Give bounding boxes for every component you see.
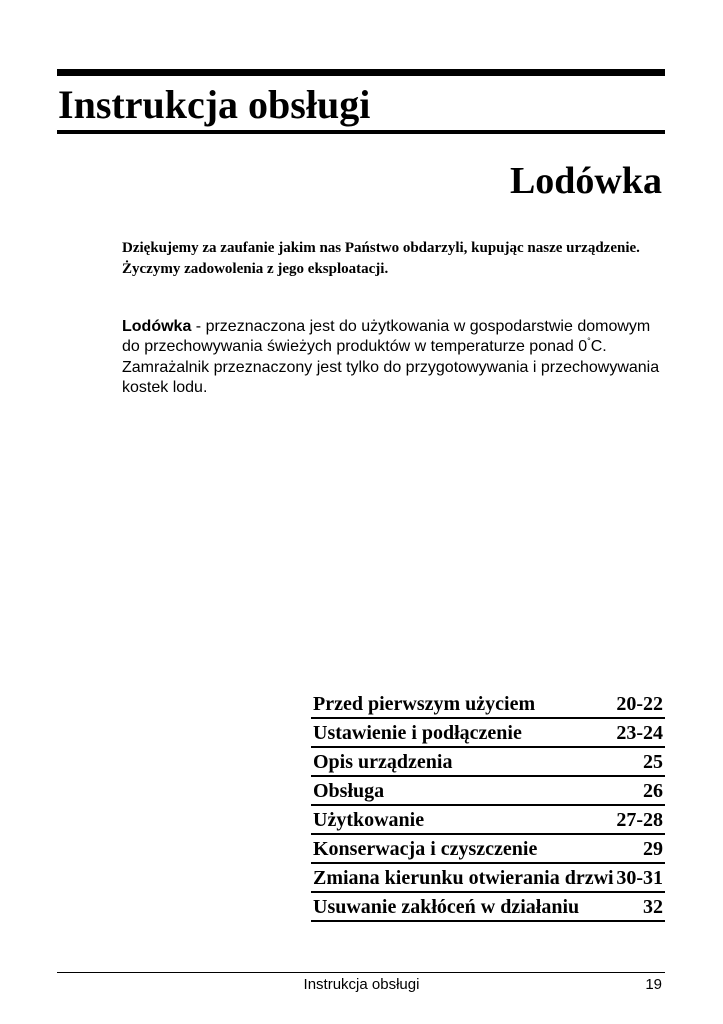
toc-row[interactable] xyxy=(311,893,665,922)
footer-title: Instrukcja obsługi xyxy=(303,976,420,993)
fridge-description-end: C. xyxy=(590,337,607,355)
toc-pages: 30-31 xyxy=(616,867,663,889)
toc-pages: 27-28 xyxy=(616,809,663,831)
toc-label: Przed pierwszym użyciem xyxy=(313,693,536,715)
toc-row[interactable] xyxy=(311,806,665,835)
toc-pages: 25 xyxy=(643,751,663,773)
freezer-description: Zamrażalnik przeznaczony jest tylko do przygotowywania i przechowywania kostek lodu. xyxy=(122,359,660,396)
toc-pages: 20-22 xyxy=(616,693,663,715)
toc-row[interactable] xyxy=(311,690,665,719)
fridge-description-text: - przeznaczona jest do użytkowania w gospodarstwie domowym do przechowywania świeżych produktów w temperaturze ponad 0 xyxy=(122,318,651,355)
table-of-contents xyxy=(311,690,665,922)
thanks-paragraph xyxy=(122,238,662,280)
header-top-rule xyxy=(57,69,665,76)
toc-label: Konserwacja i czyszczenie xyxy=(313,838,538,860)
toc-pages: 23-24 xyxy=(616,722,663,744)
degree-symbol: ° xyxy=(587,335,591,346)
document-title: Instrukcja obsługi xyxy=(58,82,371,127)
description-paragraph xyxy=(122,317,662,397)
toc-label: Użytkowanie xyxy=(313,809,425,831)
toc-pages: 32 xyxy=(643,896,663,918)
toc-label: Obsługa xyxy=(313,780,385,802)
toc-pages: 29 xyxy=(643,838,663,860)
toc-row[interactable] xyxy=(311,748,665,777)
toc-row[interactable] xyxy=(311,719,665,748)
footer-rule xyxy=(57,972,665,973)
toc-label: Zmiana kierunku otwierania drzwi xyxy=(313,867,614,889)
page-number: 19 xyxy=(645,976,662,993)
product-title: Lodówka xyxy=(509,160,662,202)
fridge-description xyxy=(122,317,662,358)
header-bottom-rule xyxy=(57,130,665,134)
thanks-line-2: Życzymy zadowolenia z jego eksploatacji. xyxy=(122,261,389,277)
toc-label: Ustawienie i podłączenie xyxy=(313,722,522,744)
thanks-line-1: Dziękujemy za zaufanie jakim nas Państwo obdarzyli, kupując nasze urządzenie. xyxy=(122,240,640,256)
fridge-term: Lodówka xyxy=(122,318,192,335)
toc-label: Opis urządzenia xyxy=(313,751,453,773)
toc-row[interactable] xyxy=(311,835,665,864)
toc-row[interactable] xyxy=(311,864,665,893)
toc-label: Usuwanie zakłóceń w działaniu xyxy=(313,896,580,918)
toc-pages: 26 xyxy=(643,780,663,802)
toc-row[interactable] xyxy=(311,777,665,806)
